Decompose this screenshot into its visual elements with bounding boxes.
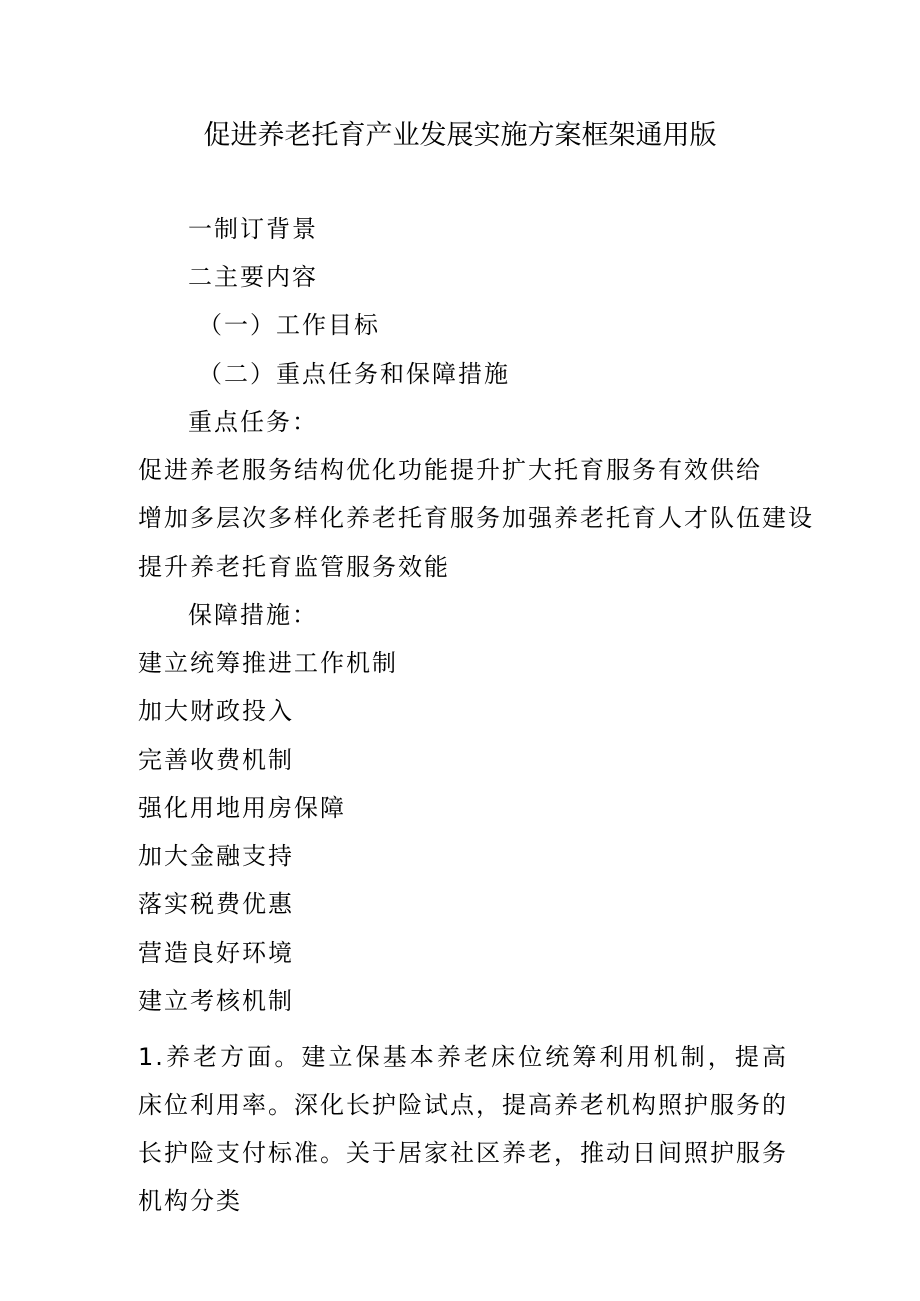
subsection-tasks-and-safeguards: （二）重点任务和保障措施 <box>198 360 510 388</box>
safeguard-item: 建立考核机制 <box>138 987 294 1015</box>
safeguard-item: 加大财政投入 <box>138 697 294 725</box>
subsection-work-goals: （一）工作目标 <box>198 311 380 339</box>
body-paragraph: 1.养老方面。建立保基本养老床位统筹利用机制，提高床位利用率。深化长护险试点，提高养老机构照护服务的长护险支付标准。关于居家社区养老，推动日间照护服务机构分类 <box>138 1043 788 1215</box>
key-task-item: 增加多层次多样化养老托育服务加强养老托育人才队伍建设 <box>138 504 814 532</box>
safeguard-item: 建立统筹推进工作机制 <box>138 649 398 677</box>
section-main-content: 二主要内容 <box>188 263 318 291</box>
key-task-item: 促进养老服务结构优化功能提升扩大托育服务有效供给 <box>138 456 762 484</box>
document-title: 促进养老托育产业发展实施方案框架通用版 <box>203 120 717 151</box>
safeguards-heading: 保障措施： <box>188 601 318 629</box>
safeguard-item: 营造良好环境 <box>138 939 294 967</box>
safeguard-item: 加大金融支持 <box>138 842 294 870</box>
key-task-item: 提升养老托育监管服务效能 <box>138 553 450 581</box>
safeguard-item: 强化用地用房保障 <box>138 794 346 822</box>
safeguard-item: 落实税费优惠 <box>138 890 294 918</box>
safeguard-item: 完善收费机制 <box>138 746 294 774</box>
key-tasks-heading: 重点任务： <box>188 408 318 436</box>
section-background: 一制订背景 <box>188 215 318 243</box>
